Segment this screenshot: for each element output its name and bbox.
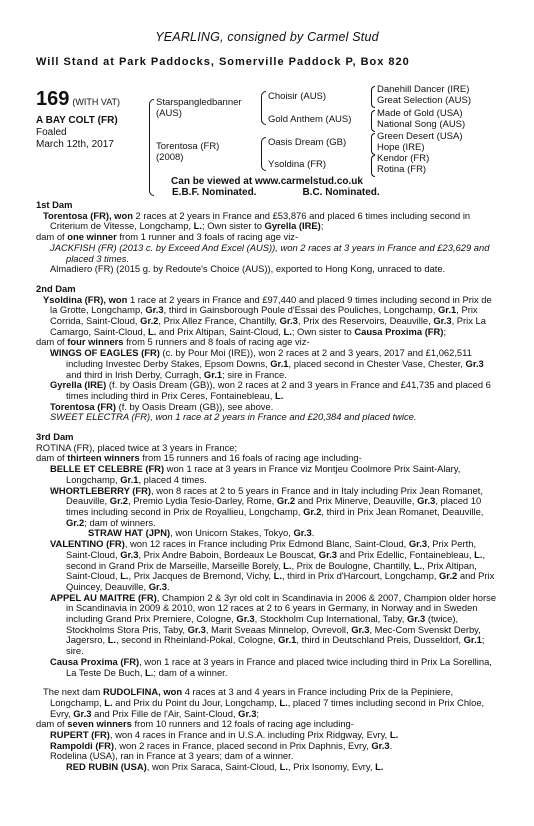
second-dam-produce-summary: dam of four winners from 5 runners and 8 foals of racing age viz-	[36, 336, 310, 348]
produce-causa-proxima: Causa Proxima (FR), won 1 race at 3 years in France and placed twice including third in Prix La Sorellina, La Teste De Buch, L.; dam of a winner.	[50, 655, 492, 678]
pedigree-dam: Torentosa (FR) (2008)	[156, 141, 220, 163]
pedigree-gen3-7: Kendor (FR)	[377, 153, 430, 164]
pedigree-gen3-4: National Song (AUS)	[377, 119, 466, 130]
sire-bracket	[261, 91, 266, 125]
pedigree-dam-sire: Oasis Dream (GB)	[268, 137, 347, 148]
first-dam-record: Torentosa (FR), won 2 races at 2 years in France and £53,876 and placed 6 times including second in Criterium de Vitesse, Longchamp, L.; Own sister to Gyrella (IRE);	[43, 209, 471, 232]
ebf-nomination: E.B.F. Nominated.	[172, 187, 257, 198]
produce-whortleberry: WHORTLEBERRY (FR), won 8 races at 2 to 5 years in France and in Italy including Prix Jean Romanet, Deauville, Gr.2, Premio Lydia Tesio-Darley, Rome, Gr.2 and Prix Minerve, Deauville, Gr.3, placed 10 times including second in Prix de Royallieu, Longchamp, Gr.2, third in Prix Jean Romanet, Deauville, Gr.2; dam of winners.	[50, 484, 484, 528]
pedigree-gen3-6: Hope (IRE)	[377, 142, 425, 153]
second-dam-record: Ysoldina (FR), won 1 race at 2 years in France and £97,440 and placed 9 times including second in Prix de la Grotte, Longchamp, Gr.3, third in Gainsborough Poule d'Essai des Pouliches, Longchamp, Gr.1, Prix Corrida, Saint-Cloud, Gr.2, Prix Allez France, Chantilly, Gr.3, Prix des Reservoirs, Deauville, Gr.3, Prix La Camargo, Saint-Cloud, L. and Prix Altipan, Saint-Cloud, L.; Own sister to Causa Proxima (FR);	[43, 293, 492, 337]
first-dam-produce-summary: dam of one winner from 1 runner and 3 foals of racing age viz-	[36, 231, 299, 243]
pedigree-sire: Starspangledbanner (AUS)	[156, 97, 242, 119]
bc-nomination: B.C. Nominated.	[302, 187, 380, 198]
next-dam-record: The next dam RUDOLFINA, won 4 races at 3 and 4 years in France including Prix de la Pepiniere, Longchamp, L. and Prix du Point du Jour, Longchamp, L., placed 7 times including second in Prix Chloe, Evry, Gr.3 and Prix Fille de l'Air, Saint-Cloud, Gr.3;	[43, 686, 485, 719]
produce-torentosa: Torentosa (FR) (f. by Oasis Dream (GB)), see above.	[50, 400, 274, 412]
first-dam-heading: 1st Dam	[36, 199, 73, 210]
second-dam-heading: 2nd Dam	[36, 282, 76, 294]
produce-jackfish: JACKFISH (FR) (2013 c. by Exceed And Excel (AUS)), won 2 races at 3 years in France and £23,629 and placed 3 times.	[50, 241, 490, 264]
gen3-bracket-1	[371, 86, 375, 108]
produce-valentino: VALENTINO (FR), won 12 races in France including Prix Edmond Blanc, Saint-Cloud, Gr.3, Prix Perth, Saint-Cloud, Gr.3, Prix Andre Baboin, Bordeaux Le Bouscat, Gr.3 and Prix Edellic, Fontainebleau, L., second in Grand Prix de Marseille, Marseille Borely, L., Prix de Boulogne, Chantilly, L., Prix Altipan, Saint-Cloud, L., Prix Jacques de Bremond, Vichy, L., third in Prix d'Harcourt, Longchamp, Gr.2 and Prix Quincey, Deauville, Gr.3.	[50, 538, 495, 592]
produce-gyrella: Gyrella (IRE) (f. by Oasis Dream (GB)), won 2 races at 2 and 3 years in France and £41,735 and placed 6 times including third in Prix Ceres, Fontainebleau, L.	[50, 379, 491, 401]
pedigree-gen3-1: Danehill Dancer (IRE)	[377, 84, 470, 95]
foaled-date: March 12th, 2017	[36, 139, 114, 150]
produce-belle-et-celebre: BELLE ET CELEBRE (FR) won 1 race at 3 years in France viz Montjeu Coolmore Prix Saint-Alary, Longchamp, Gr.1, placed 4 times.	[50, 463, 461, 485]
lot-details	[36, 115, 118, 151]
viewing-link[interactable]: Can be viewed at www.carmelstud.co.uk	[171, 176, 363, 187]
lot-sex: A BAY COLT (FR)	[36, 115, 118, 126]
produce-rodelina: Rodelina (USA), ran in France at 3 years; dam of a winner.	[50, 750, 294, 762]
third-dam-produce-summary: dam of thirteen winners from 15 runners and 16 foals of racing age including-	[36, 452, 362, 464]
catalogue-body	[36, 200, 498, 773]
gen3-bracket-2	[371, 110, 375, 132]
pedigree-gen3-5: Green Desert (USA)	[377, 131, 463, 142]
dam-bracket	[261, 137, 266, 171]
produce-appel-au-maitre: APPEL AU MAITRE (FR), Champion 2 & 3yr old colt in Scandinavia in 2006 & 2007, Champion older horse in Scandinavia in 2009 & 2010, won 12 races at 2 to 6 years in Germany, in Norway and in Sweden including Grand Prix Premiere, Cologne, Gr.3, Stockholm Cup International, Taby, Gr.3 (twice), Stockholms Stora Pris, Taby, Gr.3, Marit Sveaas Minnelop, Ovrevoll, Gr.3, Mec-Com Svenskt Derby, Jagersro, L., second in Rheinland-Pokal, Cologne, Gr.1, third in Deutschland Preis, Dusseldorf, Gr.1; sire.	[50, 591, 497, 657]
foaled-label: Foaled	[36, 127, 67, 138]
pedigree-sire-sire: Choisir (AUS)	[268, 91, 327, 102]
pedigree-gen3-2: Great Selection (AUS)	[377, 95, 471, 106]
vat-label: (WITH VAT)	[72, 97, 121, 107]
gen3-bracket-4	[371, 155, 375, 177]
consignment-title: YEARLING, consigned by Carmel Stud	[155, 30, 379, 44]
pedigree-dam-dam: Ysoldina (FR)	[268, 159, 327, 170]
produce-wings-of-eagles: WINGS OF EAGLES (FR) (c. by Pour Moi (IRE)), won 2 races at 2 and 3 years, 2017 and £1,062,511 including Investec Derby Stakes, Epsom Downs, Gr.1, placed second in Chester Vase, Chester, Gr.3 and third in Irish Derby, Curragh, Gr.1; sire in France.	[50, 347, 484, 380]
pedigree-sire-dam: Gold Anthem (AUS)	[268, 114, 352, 125]
pedigree-gen3-3: Made of Gold (USA)	[377, 108, 463, 119]
produce-straw-hat: STRAW HAT (JPN), won Unicorn Stakes, Tokyo, Gr.3.	[88, 527, 315, 539]
produce-sweet-electra: SWEET ELECTRA (FR), won 1 race at 2 years in France and £20,384 and placed twice.	[50, 411, 417, 423]
produce-almadiero: Almadiero (FR) (2015 g. by Redoute's Choice (AUS)), exported to Hong Kong, unraced to date.	[50, 263, 446, 275]
nominations	[172, 187, 380, 198]
third-dam-heading: 3rd Dam	[36, 431, 74, 443]
produce-rampoldi: Rampoldi (FR), won 2 races in France, placed second in Prix Daphnis, Evry, Gr.3.	[50, 739, 393, 751]
gen3-bracket-3	[371, 133, 375, 155]
lot-header	[36, 88, 120, 111]
produce-red-rubin: RED RUBIN (USA), won Prix Saraca, Saint-Cloud, L., Prix Isonomy, Evry, L.	[66, 761, 384, 773]
third-dam-record: ROTINA (FR), placed twice at 3 years in France;	[36, 441, 238, 453]
next-dam-produce-summary: dam of seven winners from 10 runners and 12 foals of racing age including-	[36, 718, 354, 730]
produce-rupert: RUPERT (FR), won 4 races in France and in U.S.A. including Prix Ridgway, Evry, L.	[50, 729, 399, 741]
lot-number: 169	[36, 88, 70, 110]
stand-location: Will Stand at Park Paddocks, Somerville Paddock P, Box 820	[36, 56, 410, 68]
pedigree-gen3-8: Rotina (FR)	[377, 164, 427, 175]
